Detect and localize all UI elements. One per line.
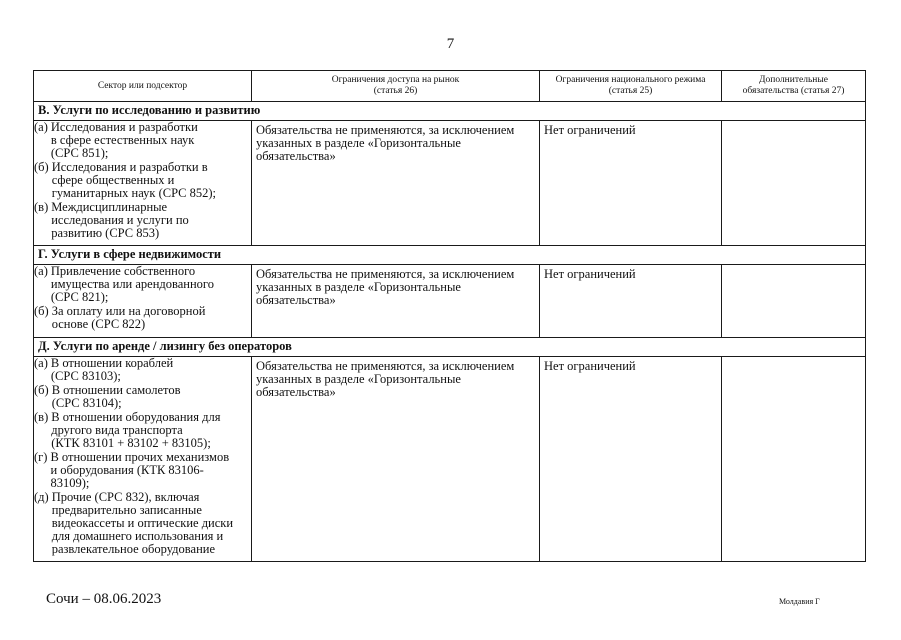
- additional-commitments-cell: [722, 265, 866, 338]
- national-treatment-cell: Нет ограничений: [540, 265, 722, 338]
- section-heading-row: [34, 338, 866, 357]
- header-row: [34, 71, 866, 102]
- commitments-table: [33, 70, 866, 562]
- market-access-cell: Обязательства не применяются, за исключением указанных в разделе «Горизонтальные обязательства»: [252, 265, 540, 338]
- section-heading-row: [34, 246, 866, 265]
- section-heading: Г. Услуги в сфере недвижимости: [34, 246, 866, 265]
- sector-item: (б) В отношении самолетов (СРС 83104);: [34, 383, 181, 410]
- table-row: [34, 121, 866, 246]
- footer-country: Молдавия Г: [779, 597, 820, 606]
- sector-item: (а) В отношении кораблей (СРС 83103);: [34, 356, 174, 383]
- section-heading: В. Услуги по исследованию и развитию: [34, 102, 866, 121]
- sector-cell: [34, 265, 252, 338]
- market-access-cell: Обязательства не применяются, за исключением указанных в разделе «Горизонтальные обязательства»: [252, 121, 540, 246]
- sector-item: (б) За оплату или на договорной основе (СРС 822): [34, 304, 206, 331]
- sector-item: (г) В отношении прочих механизмов и оборудования (КТК 83106- 83109);: [34, 450, 230, 490]
- sector-cell: [34, 357, 252, 562]
- sector-cell: [34, 121, 252, 246]
- table-row: [34, 357, 866, 562]
- market-access-cell: Обязательства не применяются, за исключением указанных в разделе «Горизонтальные обязательства»: [252, 357, 540, 562]
- header-national-treatment: Ограничения национального режима (статья 25): [540, 71, 722, 102]
- sector-item: (в) Междисциплинарные исследования и услуги по развитию (СРС 853): [34, 200, 189, 240]
- sector-item: (д) Прочие (СРС 832), включая предварительно записанные видеокассеты и оптические диски для домашнего использования и развлекательное оборудование: [34, 490, 234, 556]
- table-row: [34, 265, 866, 338]
- footer-place-date: Сочи – 08.06.2023: [46, 591, 162, 607]
- sector-item: (а) Исследования и разработки в сфере естественных наук (СРС 851);: [34, 120, 198, 160]
- header-market-access: Ограничения доступа на рынок (статья 26): [252, 71, 540, 102]
- additional-commitments-cell: [722, 121, 866, 246]
- sector-item: (б) Исследования и разработки в сфере общественных и гуманитарных наук (СРС 852);: [34, 160, 217, 200]
- section-heading: Д. Услуги по аренде / лизингу без операторов: [34, 338, 866, 357]
- sector-item: (а) Привлечение собственного имущества или арендованного (СРС 821);: [34, 264, 214, 304]
- national-treatment-cell: Нет ограничений: [540, 357, 722, 562]
- sector-item: (в) В отношении оборудования для другого вида транспорта (КТК 83101 + 83102 + 83105);: [34, 410, 221, 450]
- section-heading-row: [34, 102, 866, 121]
- additional-commitments-cell: [722, 357, 866, 562]
- header-sector: Сектор или подсектор: [34, 71, 252, 102]
- national-treatment-cell: Нет ограничений: [540, 121, 722, 246]
- page-number: 7: [446, 36, 455, 52]
- header-additional: Дополнительные обязательства (статья 27): [722, 71, 866, 102]
